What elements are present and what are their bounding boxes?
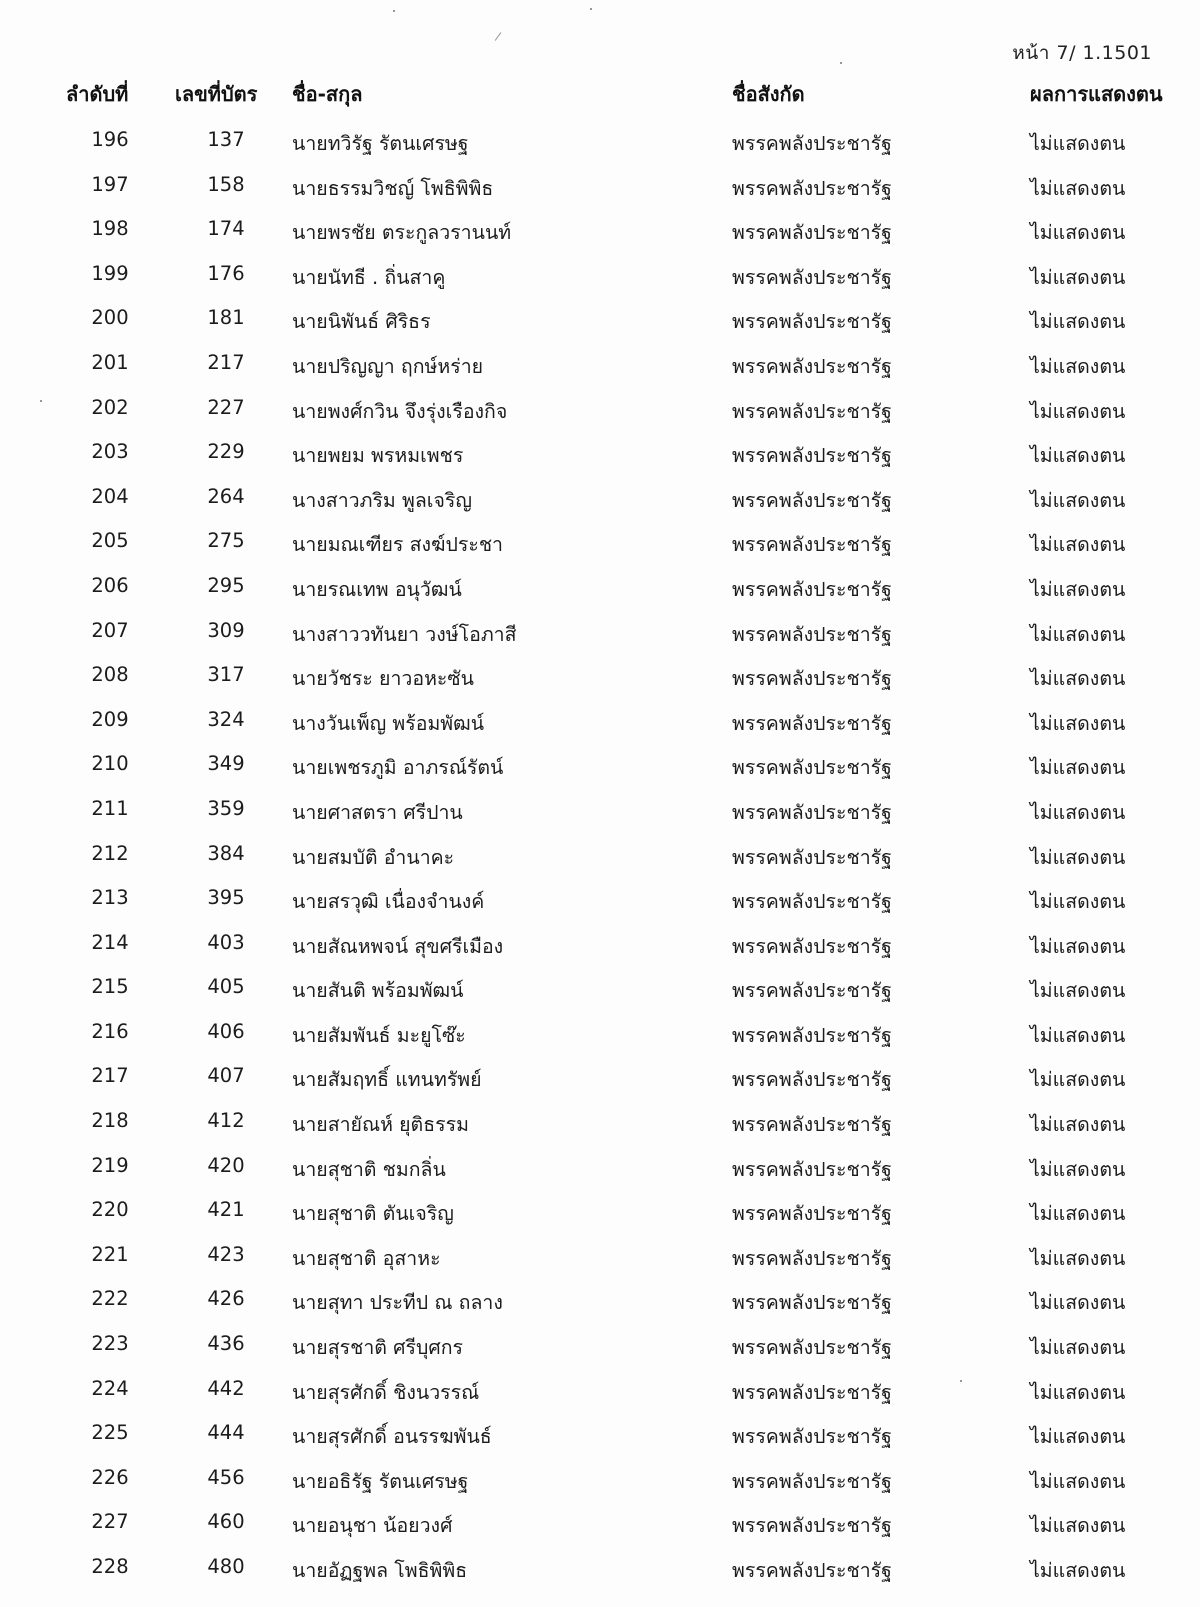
table-row (0, 1458, 1200, 1503)
cell-result: ไม่แสดงตน (1030, 1246, 1126, 1270)
cell-party: พรรคพลังประชารัฐ (732, 934, 892, 958)
cell-seq: 200 (91, 306, 129, 330)
cell-result: ไม่แสดงตน (1030, 756, 1126, 780)
cell-full-name: นายนัทธี . ถิ่นสาคู (292, 265, 446, 289)
cell-full-name: นางสาววทันยา วงษ์โอภาสี (292, 622, 517, 646)
cell-result: ไม่แสดงตน (1030, 622, 1126, 646)
cell-full-name: นายสุชาติ ตันเจริญ (292, 1202, 454, 1226)
table-row (0, 1012, 1200, 1057)
cell-seq: 196 (91, 128, 129, 151)
scan-speck (590, 8, 592, 10)
cell-card-number: 460 (207, 1510, 245, 1534)
cell-card-number: 426 (207, 1287, 245, 1311)
cell-full-name: นายพยม พรหมเพชร (292, 444, 464, 468)
table-row (0, 744, 1200, 789)
cell-card-number: 264 (207, 484, 245, 508)
cell-party: พรรคพลังประชารัฐ (732, 1469, 892, 1493)
cell-seq: 219 (91, 1153, 129, 1177)
cell-card-number: 181 (207, 306, 245, 330)
cell-seq: 210 (91, 752, 129, 776)
table-row (0, 655, 1200, 700)
table-row (0, 611, 1200, 656)
table-row (0, 700, 1200, 745)
cell-card-number: 480 (207, 1555, 245, 1578)
cell-full-name: นายสัณหพจน์ สุขศรีเมือง (292, 934, 504, 958)
cell-seq: 198 (91, 217, 129, 241)
cell-card-number: 444 (207, 1421, 245, 1445)
cell-card-number: 406 (207, 1019, 245, 1043)
cell-result: ไม่แสดงตน (1030, 1157, 1126, 1181)
cell-party: พรรคพลังประชารัฐ (732, 310, 892, 334)
cell-result: ไม่แสดงตน (1030, 934, 1126, 958)
cell-party: พรรคพลังประชารัฐ (732, 1068, 892, 1092)
cell-seq: 220 (91, 1198, 129, 1222)
cell-party: พรรคพลังประชารัฐ (732, 265, 892, 289)
table-row (0, 967, 1200, 1012)
cell-party: พรรคพลังประชารัฐ (732, 979, 892, 1003)
cell-seq: 211 (91, 796, 129, 820)
cell-seq: 218 (91, 1109, 129, 1133)
cell-result: ไม่แสดงตน (1030, 444, 1126, 468)
cell-result: ไม่แสดงตน (1030, 1514, 1126, 1538)
cell-party: พรรคพลังประชารัฐ (732, 667, 892, 691)
cell-full-name: นายเพชรภูมิ อาภรณ์รัตน์ (292, 756, 504, 780)
cell-party: พรรคพลังประชารัฐ (732, 1246, 892, 1270)
cell-seq: 209 (91, 707, 129, 731)
cell-card-number: 442 (207, 1376, 245, 1400)
cell-party: พรรคพลังประชารัฐ (732, 1202, 892, 1226)
cell-seq: 216 (91, 1019, 129, 1043)
cell-card-number: 275 (207, 529, 245, 553)
cell-result: ไม่แสดงตน (1030, 800, 1126, 824)
cell-full-name: นายอนุชา น้อยวงศ์ (292, 1514, 453, 1538)
cell-card-number: 137 (207, 128, 245, 151)
table-row (0, 834, 1200, 879)
table-row (0, 878, 1200, 923)
cell-full-name: นายสุรชาติ ศรีบุศกร (292, 1336, 464, 1360)
cell-party: พรรคพลังประชารัฐ (732, 488, 892, 512)
cell-result: ไม่แสดงตน (1030, 667, 1126, 691)
cell-result: ไม่แสดงตน (1030, 577, 1126, 601)
header-full-name: ชื่อ-สกุล (292, 82, 363, 106)
cell-seq: 215 (91, 975, 129, 999)
cell-seq: 207 (91, 618, 129, 642)
cell-card-number: 407 (207, 1064, 245, 1088)
cell-result: ไม่แสดงตน (1030, 1336, 1126, 1360)
cell-card-number: 176 (207, 261, 245, 285)
cell-party: พรรคพลังประชารัฐ (732, 800, 892, 824)
cell-full-name: นายสมบัติ อำนาคะ (292, 845, 455, 869)
cell-result: ไม่แสดงตน (1030, 979, 1126, 1003)
cell-party: พรรคพลังประชารัฐ (732, 1157, 892, 1181)
table-row (0, 521, 1200, 566)
table-row (0, 120, 1200, 165)
cell-party: พรรคพลังประชารัฐ (732, 399, 892, 423)
cell-card-number: 349 (207, 752, 245, 776)
cell-card-number: 403 (207, 930, 245, 954)
cell-result: ไม่แสดงตน (1030, 488, 1126, 512)
table-row (0, 432, 1200, 477)
cell-party: พรรคพลังประชารัฐ (732, 1514, 892, 1538)
cell-card-number: 324 (207, 707, 245, 731)
table-row (0, 254, 1200, 299)
cell-full-name: นายสุรศักดิ์ อนรรฆพันธ์ (292, 1425, 492, 1449)
cell-party: พรรคพลังประชารัฐ (732, 1336, 892, 1360)
cell-result: ไม่แสดงตน (1030, 1425, 1126, 1449)
cell-seq: 222 (91, 1287, 129, 1311)
header-party: ชื่อสังกัด (732, 82, 805, 106)
cell-party: พรรคพลังประชารัฐ (732, 221, 892, 245)
table-row (0, 1101, 1200, 1146)
cell-card-number: 295 (207, 573, 245, 597)
cell-card-number: 174 (207, 217, 245, 241)
cell-party: พรรคพลังประชารัฐ (732, 577, 892, 601)
cell-party: พรรคพลังประชารัฐ (732, 1291, 892, 1315)
cell-party: พรรคพลังประชารัฐ (732, 444, 892, 468)
cell-card-number: 229 (207, 440, 245, 464)
cell-party: พรรคพลังประชารัฐ (732, 1023, 892, 1047)
cell-card-number: 217 (207, 350, 245, 374)
cell-seq: 217 (91, 1064, 129, 1088)
table-row (0, 1146, 1200, 1191)
cell-seq: 208 (91, 663, 129, 687)
cell-full-name: นายพงศ์กวิน จึงรุ่งเรืองกิจ (292, 399, 508, 423)
cell-seq: 221 (91, 1242, 129, 1266)
header-result: ผลการแสดงตน (1030, 82, 1163, 106)
cell-seq: 197 (91, 172, 129, 196)
cell-full-name: นายวัชระ ยาวอหะซัน (292, 667, 474, 691)
cell-result: ไม่แสดงตน (1030, 176, 1126, 200)
cell-seq: 225 (91, 1421, 129, 1445)
cell-party: พรรคพลังประชารัฐ (732, 132, 892, 155)
cell-full-name: นางวันเพ็ญ พร้อมพัฒน์ (292, 711, 485, 735)
table-row (0, 388, 1200, 433)
table-header (0, 78, 1200, 112)
cell-full-name: นายนิพันธ์ ศิริธร (292, 310, 431, 334)
page-number: หน้า 7/ 1.1501 (1012, 42, 1152, 64)
cell-seq: 224 (91, 1376, 129, 1400)
cell-seq: 228 (91, 1555, 129, 1578)
table-row (0, 477, 1200, 522)
table-row (0, 1279, 1200, 1324)
cell-card-number: 420 (207, 1153, 245, 1177)
table-row (0, 343, 1200, 388)
cell-card-number: 317 (207, 663, 245, 687)
cell-result: ไม่แสดงตน (1030, 265, 1126, 289)
header-card-number: เลขที่บัตร (175, 82, 258, 106)
table-row (0, 1369, 1200, 1414)
scan-speck (393, 10, 395, 12)
scan-speck (840, 62, 842, 64)
cell-result: ไม่แสดงตน (1030, 354, 1126, 378)
header-seq: ลำดับที่ (66, 82, 129, 106)
cell-seq: 223 (91, 1332, 129, 1356)
cell-full-name: นายสุรศักดิ์ ชิงนวรรณ์ (292, 1380, 480, 1404)
cell-full-name: นายรณเทพ อนุวัฒน์ (292, 577, 462, 601)
cell-seq: 202 (91, 395, 129, 419)
cell-party: พรรคพลังประชารัฐ (732, 176, 892, 200)
cell-result: ไม่แสดงตน (1030, 533, 1126, 557)
cell-result: ไม่แสดงตน (1030, 310, 1126, 334)
cell-party: พรรคพลังประชารัฐ (732, 845, 892, 869)
table-body (0, 120, 1200, 1592)
cell-card-number: 359 (207, 796, 245, 820)
cell-card-number: 384 (207, 841, 245, 865)
cell-party: พรรคพลังประชารัฐ (732, 1559, 892, 1582)
cell-result: ไม่แสดงตน (1030, 1291, 1126, 1315)
cell-seq: 214 (91, 930, 129, 954)
table-row (0, 209, 1200, 254)
table-row (0, 1235, 1200, 1280)
cell-full-name: นายปริญญา ฤกษ์หร่าย (292, 354, 484, 378)
cell-seq: 204 (91, 484, 129, 508)
cell-seq: 206 (91, 573, 129, 597)
cell-full-name: นายสัมฤทธิ์ แทนทรัพย์ (292, 1068, 482, 1092)
cell-full-name: นายธรรมวิชญ์ โพธิพิพิธ (292, 176, 494, 200)
cell-result: ไม่แสดงตน (1030, 1380, 1126, 1404)
cell-seq: 213 (91, 886, 129, 910)
cell-party: พรรคพลังประชารัฐ (732, 1425, 892, 1449)
cell-result: ไม่แสดงตน (1030, 845, 1126, 869)
cell-result: ไม่แสดงตน (1030, 1023, 1126, 1047)
cell-result: ไม่แสดงตน (1030, 1068, 1126, 1092)
cell-card-number: 436 (207, 1332, 245, 1356)
cell-result: ไม่แสดงตน (1030, 1559, 1126, 1582)
cell-card-number: 412 (207, 1109, 245, 1133)
table-row (0, 165, 1200, 210)
cell-full-name: นายมณเฑียร สงฆ์ประชา (292, 533, 504, 557)
table-row (0, 1413, 1200, 1458)
cell-party: พรรคพลังประชารัฐ (732, 1113, 892, 1137)
cell-party: พรรคพลังประชารัฐ (732, 622, 892, 646)
cell-full-name: นายศาสตรา ศรีปาน (292, 800, 463, 824)
table-row (0, 923, 1200, 968)
cell-result: ไม่แสดงตน (1030, 711, 1126, 735)
cell-full-name: นายสุชาติ ชมกลิ่น (292, 1157, 446, 1181)
cell-card-number: 395 (207, 886, 245, 910)
table-row (0, 1324, 1200, 1369)
cell-result: ไม่แสดงตน (1030, 132, 1126, 155)
cell-card-number: 423 (207, 1242, 245, 1266)
cell-card-number: 158 (207, 172, 245, 196)
cell-full-name: นายทวิรัฐ รัตนเศรษฐ (292, 132, 469, 155)
cell-card-number: 421 (207, 1198, 245, 1222)
cell-full-name: นายอธิรัฐ รัตนเศรษฐ (292, 1469, 469, 1493)
table-row (0, 1502, 1200, 1547)
cell-full-name: นายพรชัย ตระกูลวรานนท์ (292, 221, 512, 245)
table-row (0, 1547, 1200, 1592)
cell-seq: 226 (91, 1465, 129, 1489)
cell-full-name: นายสายัณห์ ยุติธรรม (292, 1113, 469, 1137)
cell-party: พรรคพลังประชารัฐ (732, 533, 892, 557)
cell-seq: 212 (91, 841, 129, 865)
cell-result: ไม่แสดงตน (1030, 1469, 1126, 1493)
cell-seq: 227 (91, 1510, 129, 1534)
table-row (0, 789, 1200, 834)
cell-card-number: 405 (207, 975, 245, 999)
table-row (0, 1056, 1200, 1101)
table-row (0, 566, 1200, 611)
cell-seq: 203 (91, 440, 129, 464)
cell-party: พรรคพลังประชารัฐ (732, 1380, 892, 1404)
cell-seq: 199 (91, 261, 129, 285)
cell-full-name: นายสุทา ประทีป ณ ถลาง (292, 1291, 503, 1315)
cell-full-name: นายสุชาติ อุสาหะ (292, 1246, 441, 1270)
scan-mark (495, 32, 502, 41)
cell-full-name: นายสรวุฒิ เนื่องจำนงค์ (292, 890, 485, 914)
cell-result: ไม่แสดงตน (1030, 1113, 1126, 1137)
cell-party: พรรคพลังประชารัฐ (732, 354, 892, 378)
cell-party: พรรคพลังประชารัฐ (732, 711, 892, 735)
cell-full-name: นายสัมพันธ์ มะยูโซ๊ะ (292, 1023, 466, 1047)
cell-full-name: นายสันติ พร้อมพัฒน์ (292, 979, 464, 1003)
cell-card-number: 309 (207, 618, 245, 642)
cell-seq: 201 (91, 350, 129, 374)
cell-result: ไม่แสดงตน (1030, 399, 1126, 423)
cell-result: ไม่แสดงตน (1030, 221, 1126, 245)
cell-full-name: นายอัฏฐพล โพธิพิพิธ (292, 1559, 468, 1582)
cell-result: ไม่แสดงตน (1030, 1202, 1126, 1226)
cell-seq: 205 (91, 529, 129, 553)
cell-card-number: 227 (207, 395, 245, 419)
cell-result: ไม่แสดงตน (1030, 890, 1126, 914)
cell-party: พรรคพลังประชารัฐ (732, 890, 892, 914)
cell-full-name: นางสาวภริม พูลเจริญ (292, 488, 472, 512)
table-row (0, 298, 1200, 343)
cell-party: พรรคพลังประชารัฐ (732, 756, 892, 780)
table-row (0, 1190, 1200, 1235)
cell-card-number: 456 (207, 1465, 245, 1489)
